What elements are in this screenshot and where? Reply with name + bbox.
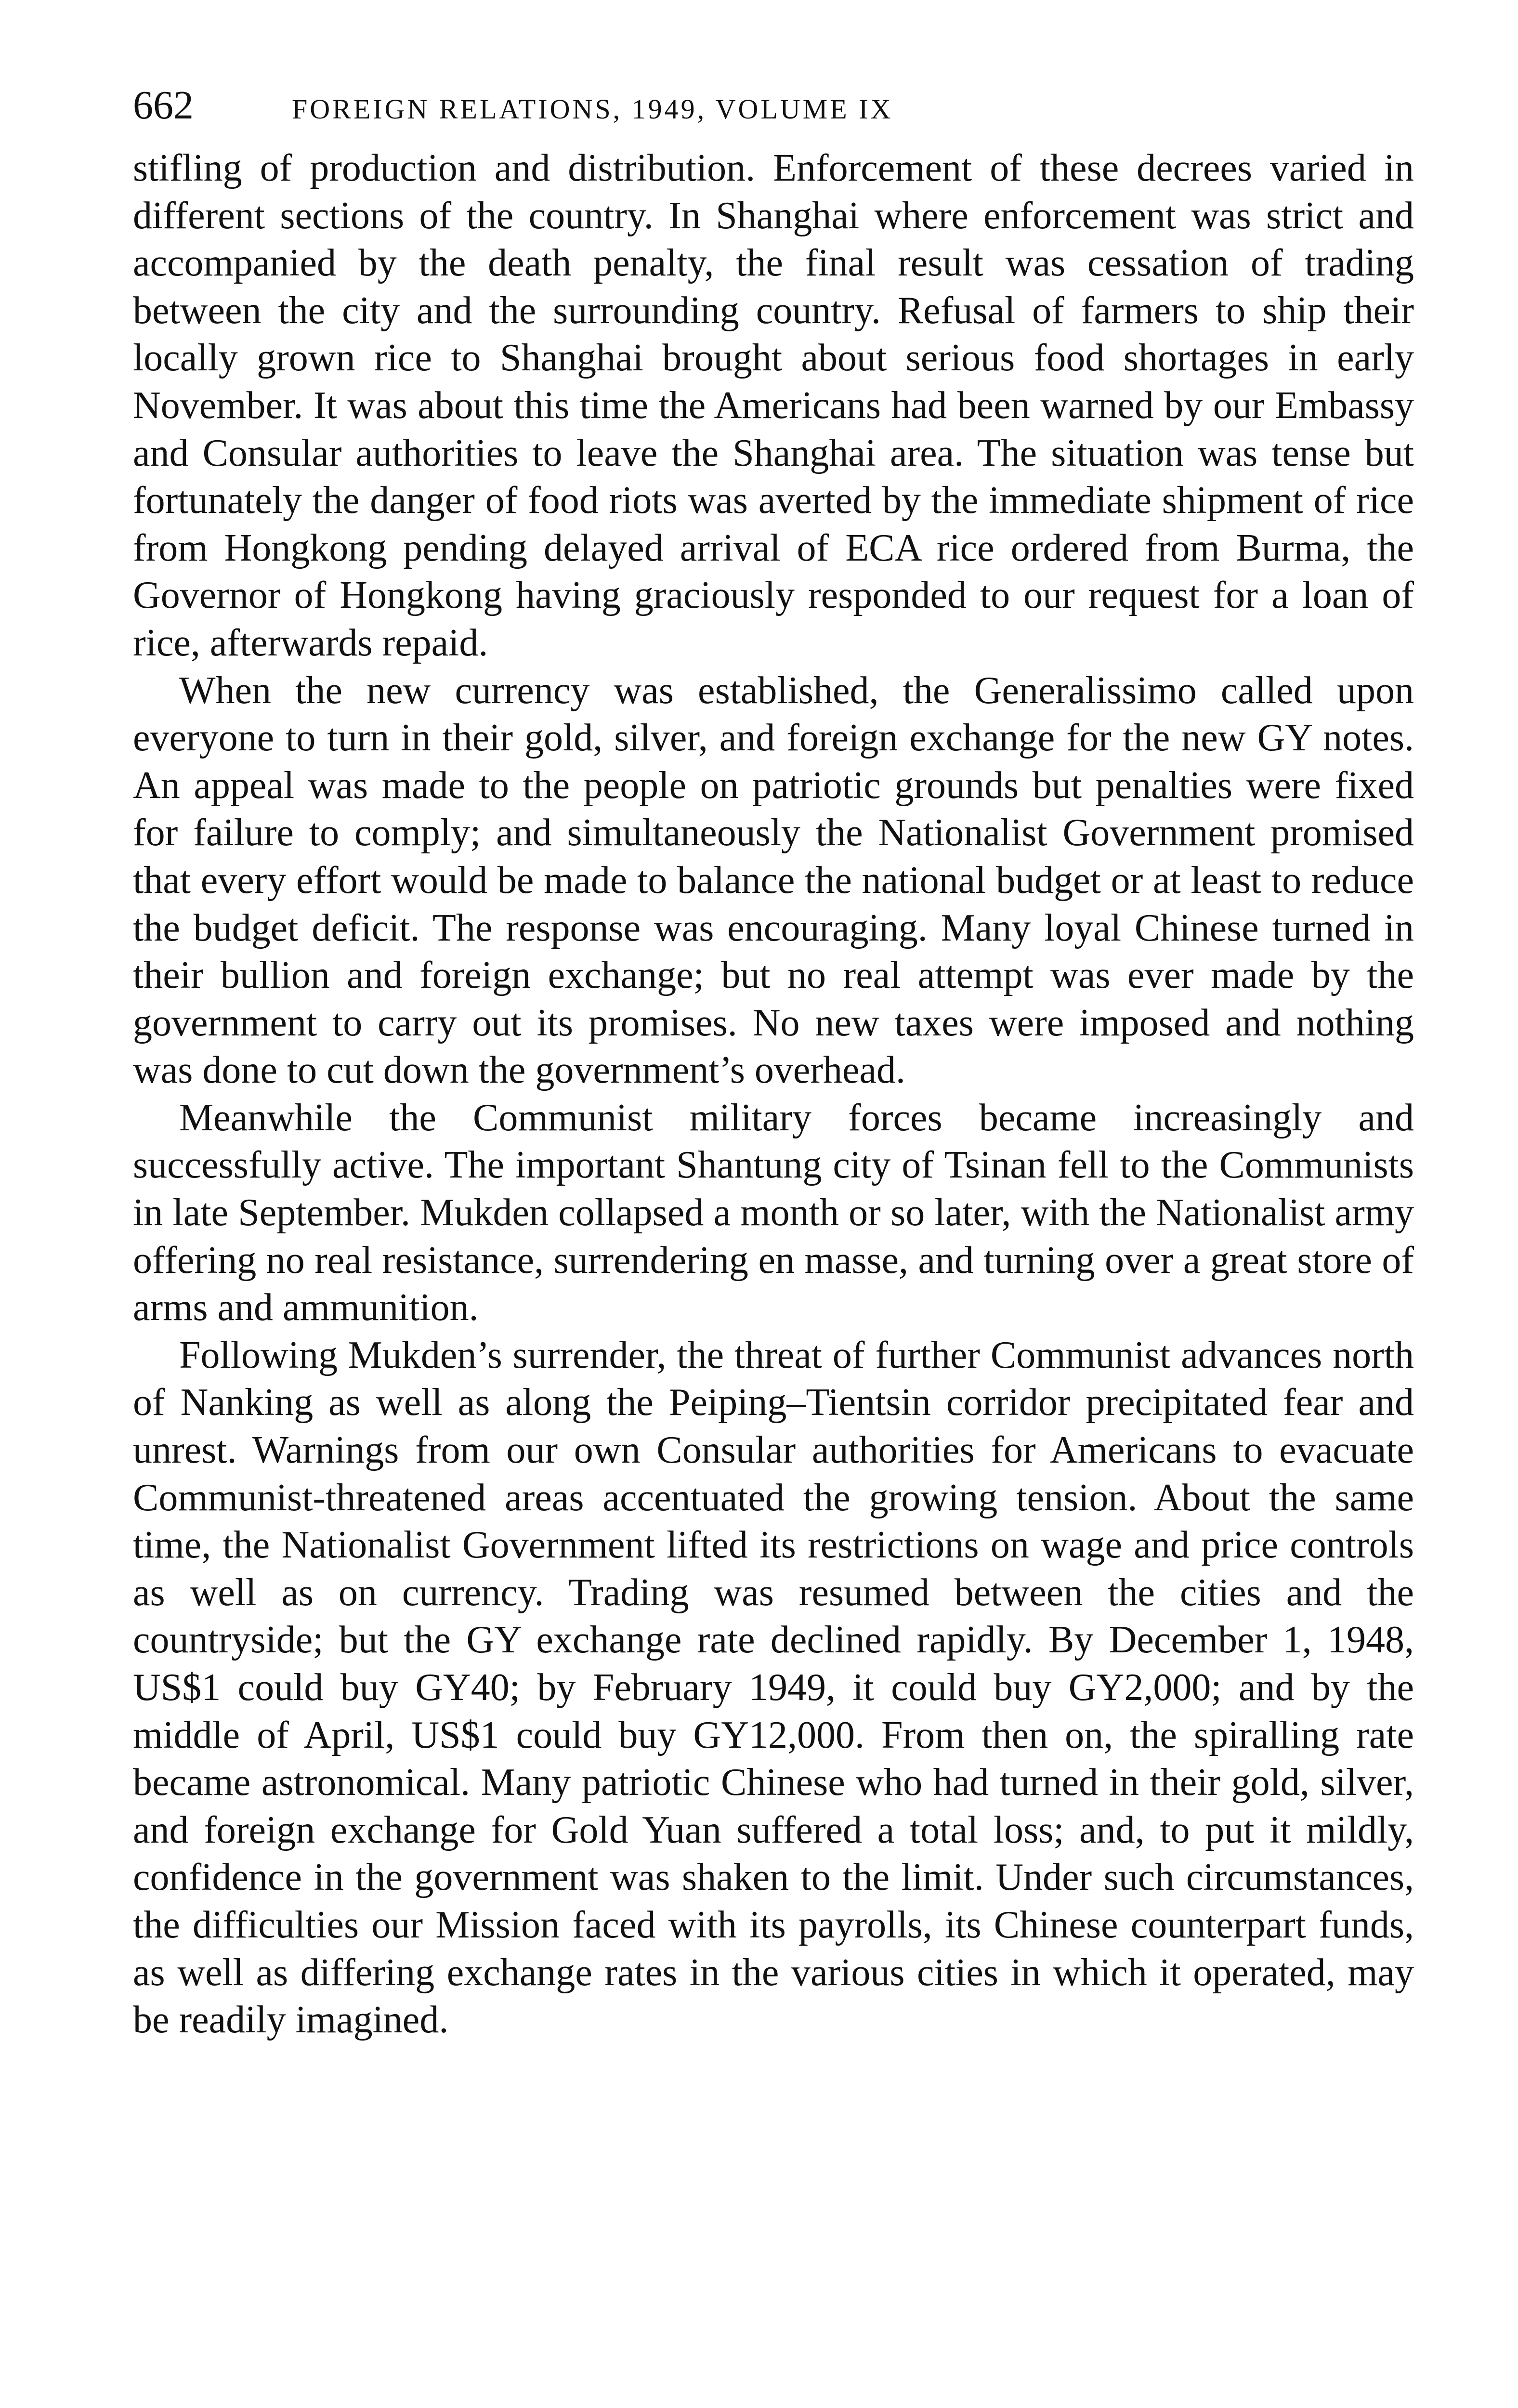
paragraph-mukden-surrender: Following Mukden’s surrender, the threat of further Communist advances north of Nanking as well as along the Peiping–Tientsin corridor precipitated fear and unrest. Warnings from our own Consular authorities for Americans to evacuate Communist-threatened areas accentuated the growing tension. About the same time, the Nationalist Government lifted its restrictions on wage and price controls as well as on currency. Trading was resumed between the cities and the countryside; but the GY exchange rate declined rapidly. By December 1, 1948, US$1 could buy GY40; by February 1949, it could buy GY2,000; and by the middle of April, US$1 could buy GY12,000. From then on, the spiralling rate became astronomical. Many patriotic Chinese who had turned in their gold, silver, and foreign exchange for Gold Yuan suffered a total loss; and, to put it mildly, confidence in the government was shaken to the limit. Under such circumstances, the difficulties our Mission faced with its payrolls, its Chinese counterpart funds, as well as differing exchange rates in the various cities in which it operated, may be readily imagined.: [133, 1334, 1414, 2042]
document-page: [133, 82, 1414, 2044]
paragraph-communist-forces: Meanwhile the Communist military forces became increasingly and successfully active. The important Shantung city of Tsinan fell to the Communists in late September. Mukden collapsed a month or so later, with the Nationalist army offering no real resistance, surrendering en masse, and turning over a great store of arms and ammunition.: [133, 1096, 1414, 1329]
page-number: 662: [133, 83, 194, 128]
body-text: [133, 144, 1414, 2044]
running-title: FOREIGN RELATIONS, 1949, VOLUME IX: [292, 93, 893, 125]
paragraph-new-currency: When the new currency was established, the Generalissimo called upon everyone to turn in their gold, silver, and foreign exchange for the new GY notes. An appeal was made to the people on patriotic grounds but penalties were fixed for failure to comply; and simultaneously the Nationalist Government promised that every effort would be made to balance the national budget or at least to reduce the budget deficit. The response was encouraging. Many loyal Chinese turned in their bullion and foreign exchange; but no real attempt was ever made by the government to carry out its promises. No new taxes were imposed and nothing was done to cut down the government’s overhead.: [133, 669, 1414, 1092]
running-head: [133, 82, 1414, 140]
paragraph-continued: stifling of production and distribution. Enforcement of these decrees varied in different sections of the country. In Shanghai where enforcement was strict and accompanied by the death penalty, the final result was cessation of trading between the city and the surrounding country. Refusal of farmers to ship their locally grown rice to Shanghai brought about serious food shortages in early November. It was about this time the Americans had been warned by our Embassy and Consular authorities to leave the Shanghai area. The situation was tense but fortunately the danger of food riots was averted by the immediate shipment of rice from Hongkong pending delayed arrival of ECA rice ordered from Burma, the Governor of Hongkong having graciously responded to our request for a loan of rice, afterwards repaid.: [133, 147, 1414, 664]
